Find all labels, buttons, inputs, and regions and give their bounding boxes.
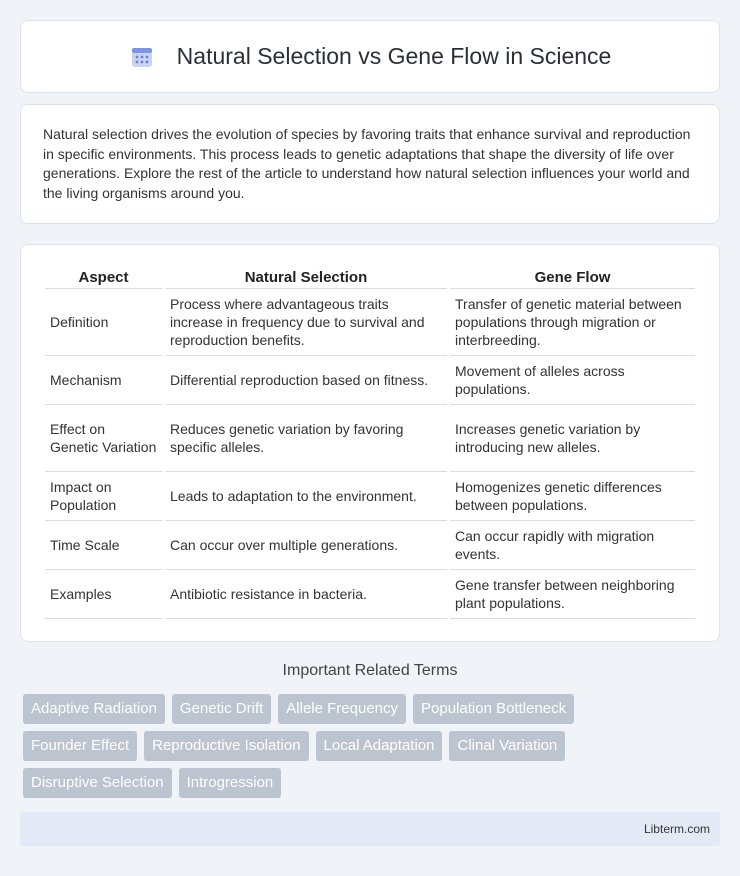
tag-reproductive-isolation[interactable]: Reproductive Isolation: [144, 731, 308, 761]
tag-founder-effect[interactable]: Founder Effect: [23, 731, 137, 761]
row-natural-selection: Leads to adaptation to the environment.: [165, 472, 447, 521]
comparison-card: [20, 244, 720, 642]
footer-link[interactable]: Libterm.com: [643, 822, 710, 836]
row-natural-selection: Reduces genetic variation by favoring specific alleles.: [165, 405, 447, 472]
table-row: [45, 521, 695, 570]
table-row: [45, 472, 695, 521]
tag-genetic-drift[interactable]: Genetic Drift: [172, 694, 271, 724]
tag-local-adaptation[interactable]: Local Adaptation: [316, 731, 443, 761]
footer: [20, 812, 720, 846]
row-aspect: Effect on Genetic Variation: [45, 405, 162, 472]
row-aspect: Examples: [45, 570, 162, 619]
row-gene-flow: Movement of alleles across populations.: [450, 356, 695, 405]
row-aspect: Time Scale: [45, 521, 162, 570]
row-gene-flow: Transfer of genetic material between populations through migration or interbreeding.: [450, 289, 695, 356]
table-row: [45, 356, 695, 405]
row-aspect: Mechanism: [45, 356, 162, 405]
row-gene-flow: Gene transfer between neighboring plant populations.: [450, 570, 695, 619]
app-grid-icon: [129, 44, 155, 70]
tag-population-bottleneck[interactable]: Population Bottleneck: [413, 694, 574, 724]
row-aspect: Definition: [45, 289, 162, 356]
table-row: [45, 289, 695, 356]
tag-clinal-variation[interactable]: Clinal Variation: [449, 731, 565, 761]
tag-disruptive-selection[interactable]: Disruptive Selection: [23, 768, 172, 798]
row-gene-flow: Can occur rapidly with migration events.: [450, 521, 695, 570]
header-aspect: Aspect: [45, 263, 162, 289]
tag-adaptive-radiation[interactable]: Adaptive Radiation: [23, 694, 165, 724]
row-natural-selection: Differential reproduction based on fitness.: [165, 356, 447, 405]
table-row: [45, 405, 695, 472]
comparison-table: [42, 263, 698, 619]
tag-allele-frequency[interactable]: Allele Frequency: [278, 694, 406, 724]
intro-card: [20, 104, 720, 224]
table-row: [45, 570, 695, 619]
intro-text: Natural selection drives the evolution of species by favoring traits that enhance survival and reproduction in specific environments. This process leads to genetic adaptations that shape the diversity of life over generations. Explore the rest of the article to understand how natural selection influences your world and the living organisms around you.: [43, 126, 691, 201]
row-natural-selection: Process where advantageous traits increase in frequency due to survival and reproduction benefits.: [165, 289, 447, 356]
row-gene-flow: Homogenizes genetic differences between populations.: [450, 472, 695, 521]
header-natural-selection: Natural Selection: [165, 263, 447, 289]
title-card: [20, 20, 720, 93]
header-gene-flow: Gene Flow: [450, 263, 695, 289]
related-terms-title: Important Related Terms: [282, 662, 458, 679]
tag-introgression[interactable]: Introgression: [179, 768, 282, 798]
related-terms-list: [23, 694, 723, 805]
row-natural-selection: Antibiotic resistance in bacteria.: [165, 570, 447, 619]
page-title: Natural Selection vs Gene Flow in Science: [176, 43, 612, 69]
row-natural-selection: Can occur over multiple generations.: [165, 521, 447, 570]
row-aspect: Impact on Population: [45, 472, 162, 521]
row-gene-flow: Increases genetic variation by introducing new alleles.: [450, 405, 695, 472]
